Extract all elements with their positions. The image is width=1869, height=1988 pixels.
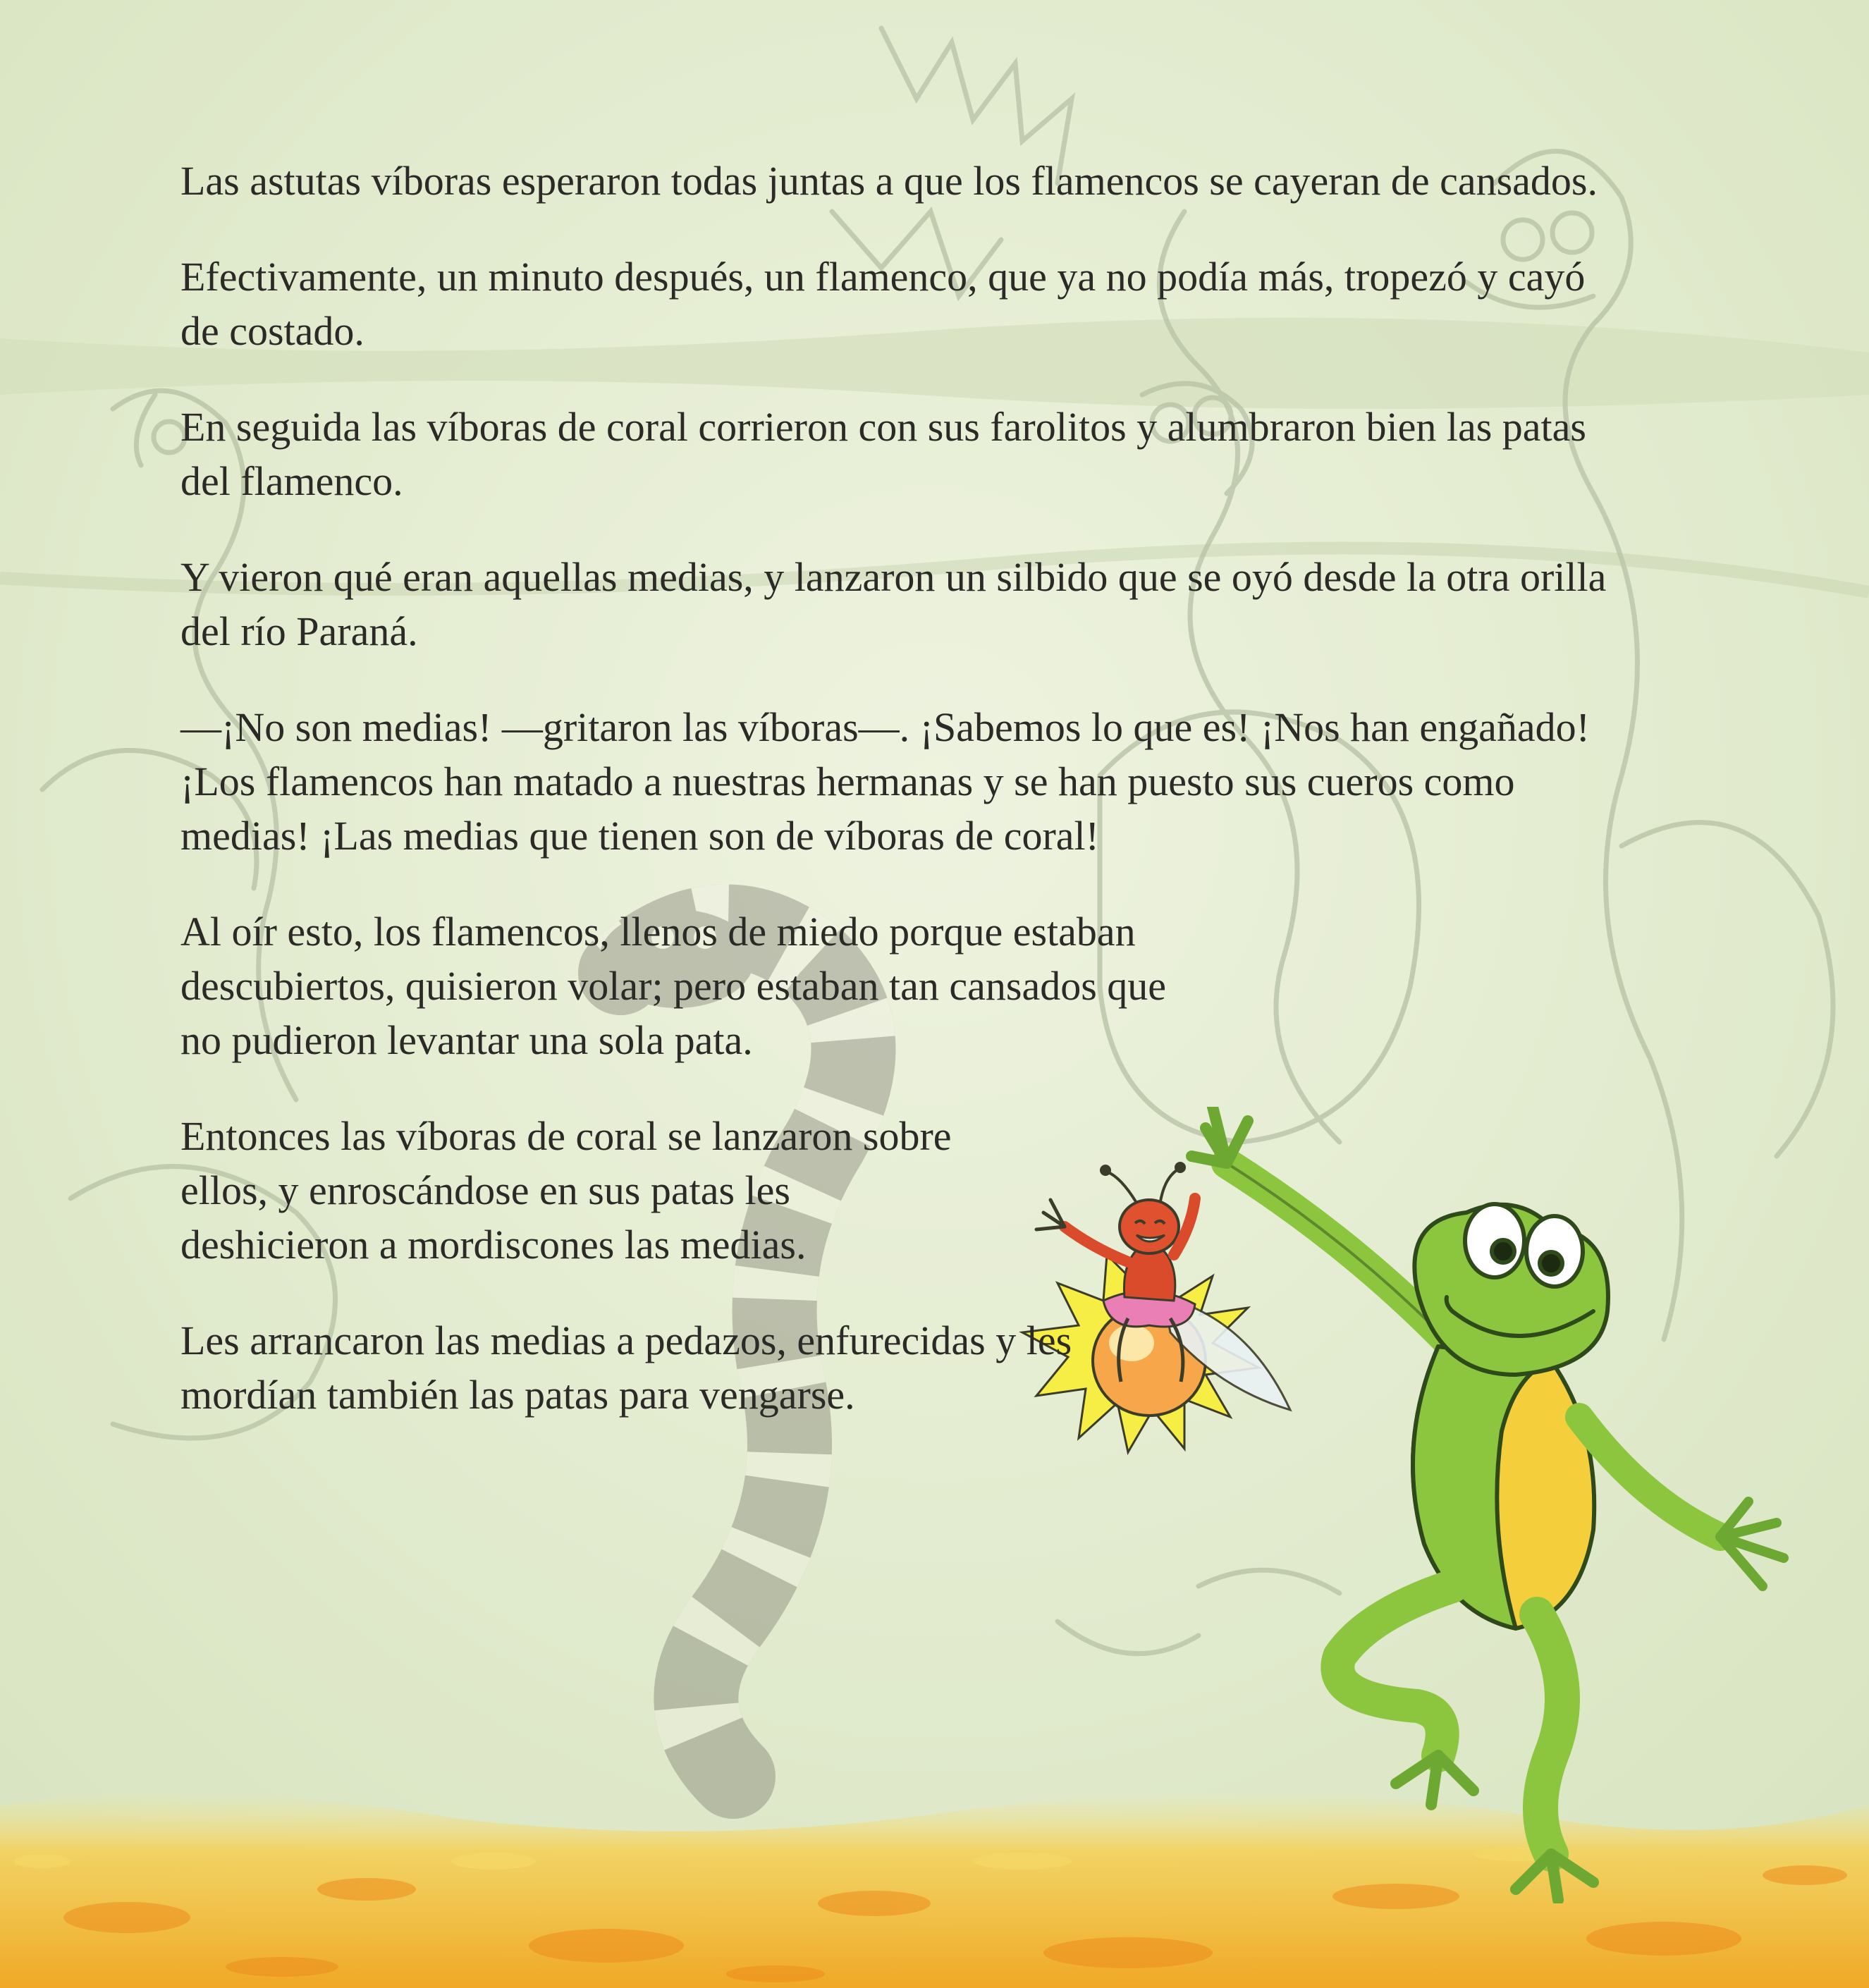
story-text (180, 154, 1633, 1464)
story-paragraph: —¡No son medias! —gritaron las víboras—. ¡Sabemos lo que es! ¡Nos han engañado! ¡Los flamencos han matado a nuestras hermanas y se han puesto sus cueros como medias! ¡Las medias que tienen son de víboras de coral! (180, 704, 1590, 859)
story-paragraph: En seguida las víboras de coral corrieron con sus farolitos y alumbraron bien las patas del flamenco. (180, 404, 1586, 504)
story-paragraph: Las astutas víboras esperaron todas juntas a que los flamencos se cayeran de cansados. (180, 158, 1598, 204)
story-paragraph: Efectivamente, un minuto después, un flamenco, que ya no podía más, tropezó y cayó de costado. (180, 254, 1586, 354)
story-paragraph: Les arrancaron las medias a pedazos, enfurecidas y les mordían también las patas para vengarse. (180, 1318, 1072, 1418)
story-paragraph: Al oír esto, los flamencos, llenos de miedo porque estaban descubiertos, quisieron volar; pero estaban tan cansados que no pudieron levantar una sola pata. (180, 909, 1167, 1063)
story-paragraph: Entonces las víboras de coral se lanzaron sobre ellos, y enroscándose en sus patas les deshicieron a mordiscones las medias. (180, 1113, 952, 1268)
story-paragraph: Y vieron qué eran aquellas medias, y lanzaron un silbido que se oyó desde la otra orilla del río Paraná. (180, 554, 1607, 654)
